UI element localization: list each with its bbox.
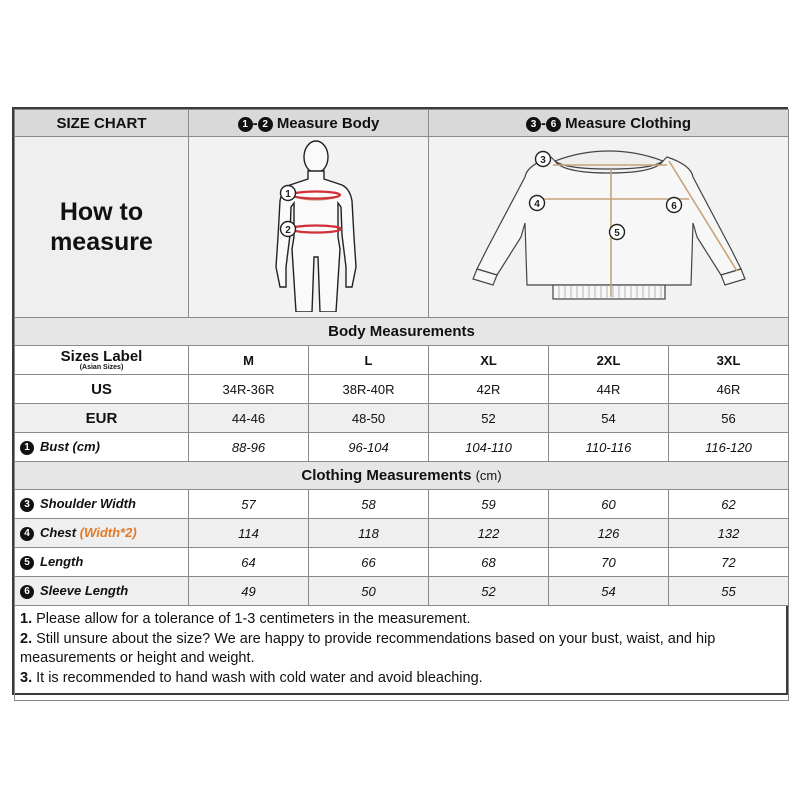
table-cell: 55 xyxy=(669,577,789,606)
clothing-measurements-header: Clothing Measurements (cm) xyxy=(15,462,789,490)
table-cell: 59 xyxy=(429,490,549,519)
table-cell: 38R-40R xyxy=(309,375,429,404)
sizes-label: Sizes Label (Asian Sizes) xyxy=(15,346,189,375)
marker-4-icon: 4 xyxy=(20,527,34,541)
body-marker-2-icon xyxy=(280,222,295,237)
table-cell: 54 xyxy=(549,577,669,606)
bust-row xyxy=(15,433,789,462)
chest-width-note: (Width*2) xyxy=(79,525,137,540)
table-cell: 122 xyxy=(429,519,549,548)
table-cell: 44R xyxy=(549,375,669,404)
note-item: 2. Still unsure about the size? We are happy to provide recommendations based on your bust, waist, and hip measurements or height and weight. xyxy=(20,630,716,666)
measure-body-label: Measure Body xyxy=(276,114,380,132)
table-cell: 70 xyxy=(549,548,669,577)
sweater-figure-icon xyxy=(431,137,787,312)
chest-row xyxy=(15,519,789,548)
svg-text:3: 3 xyxy=(539,155,546,166)
marker-3-icon: 3 xyxy=(526,117,541,132)
clothing-illustration xyxy=(429,137,789,318)
table-cell: 88-96 xyxy=(189,433,309,462)
table-cell: 104-110 xyxy=(429,433,549,462)
table-cell: 64 xyxy=(189,548,309,577)
notes xyxy=(15,606,789,701)
marker-2-icon: 2 xyxy=(258,117,273,132)
shoulder-width-row xyxy=(15,490,789,519)
svg-text:2: 2 xyxy=(284,225,291,236)
body-illustration xyxy=(189,137,429,318)
sleeve-length-label: 6 Sleeve Length xyxy=(15,577,189,606)
size-m: M xyxy=(189,346,309,375)
table-cell: 68 xyxy=(429,548,549,577)
length-label: 5 Length xyxy=(15,548,189,577)
table-cell: 48-50 xyxy=(309,404,429,433)
table-cell: 62 xyxy=(669,490,789,519)
sleeve-length-row xyxy=(15,577,789,606)
table-cell: 52 xyxy=(429,577,549,606)
svg-text:6: 6 xyxy=(670,201,677,212)
table-cell: 49 xyxy=(189,577,309,606)
table-cell: 66 xyxy=(309,548,429,577)
size-l: L xyxy=(309,346,429,375)
svg-text:1: 1 xyxy=(284,189,291,200)
marker-6-icon: 6 xyxy=(20,585,34,599)
table-cell: 46R xyxy=(669,375,789,404)
table-cell: 72 xyxy=(669,548,789,577)
clothing-marker-6-icon xyxy=(666,198,681,213)
clothing-marker-4-icon xyxy=(529,196,544,211)
header-row xyxy=(15,110,789,137)
table-cell: 116-120 xyxy=(669,433,789,462)
table-cell: 52 xyxy=(429,404,549,433)
how-to-measure: How to measure xyxy=(15,137,189,318)
sizes-row xyxy=(15,346,789,375)
table-cell: 126 xyxy=(549,519,669,548)
marker-6-icon: 6 xyxy=(546,117,561,132)
us-label: US xyxy=(15,375,189,404)
us-row xyxy=(15,375,789,404)
measure-body-header: 1 - 2 Measure Body xyxy=(189,110,429,137)
size-chart xyxy=(12,107,788,695)
notes-row xyxy=(15,606,789,701)
note-item: 3. It is recommended to hand wash with cold water and avoid bleaching. xyxy=(20,669,483,686)
table-cell: 60 xyxy=(549,490,669,519)
marker-3-icon: 3 xyxy=(20,498,34,512)
table-cell: 42R xyxy=(429,375,549,404)
table-cell: 96-104 xyxy=(309,433,429,462)
body-figure-icon xyxy=(190,137,428,312)
measure-clothing-header: 3 - 6 Measure Clothing xyxy=(429,110,789,137)
table-cell: 114 xyxy=(189,519,309,548)
measure-clothing-label: Measure Clothing xyxy=(565,114,692,132)
table-cell: 44-46 xyxy=(189,404,309,433)
table-cell: 118 xyxy=(309,519,429,548)
table-cell: 34R-36R xyxy=(189,375,309,404)
marker-1-icon: 1 xyxy=(20,441,34,455)
table-cell: 54 xyxy=(549,404,669,433)
chest-label: 4 Chest (Width*2) xyxy=(15,519,189,548)
size-chart-table xyxy=(14,109,789,701)
note-item: 1. Please allow for a tolerance of 1-3 centimeters in the measurement. xyxy=(20,611,471,627)
bust-label: 1 Bust (cm) xyxy=(15,433,189,462)
svg-text:5: 5 xyxy=(613,228,620,239)
marker-1-icon: 1 xyxy=(238,117,253,132)
size-3xl: 3XL xyxy=(669,346,789,375)
size-2xl: 2XL xyxy=(549,346,669,375)
illustration-row xyxy=(15,137,789,318)
clothing-marker-3-icon xyxy=(535,152,550,167)
table-cell: 56 xyxy=(669,404,789,433)
eur-row xyxy=(15,404,789,433)
marker-5-icon: 5 xyxy=(20,556,34,570)
table-cell: 110-116 xyxy=(549,433,669,462)
shoulder-width-label: 3 Shoulder Width xyxy=(15,490,189,519)
table-cell: 58 xyxy=(309,490,429,519)
body-measurements-header: Body Measurements xyxy=(15,318,789,346)
eur-label: EUR xyxy=(15,404,189,433)
svg-text:4: 4 xyxy=(533,199,540,210)
body-marker-1-icon xyxy=(280,186,295,201)
table-cell: 57 xyxy=(189,490,309,519)
size-chart-title: SIZE CHART xyxy=(15,110,189,137)
size-xl: XL xyxy=(429,346,549,375)
table-cell: 132 xyxy=(669,519,789,548)
clothing-marker-5-icon xyxy=(609,225,624,240)
length-row xyxy=(15,548,789,577)
table-cell: 50 xyxy=(309,577,429,606)
